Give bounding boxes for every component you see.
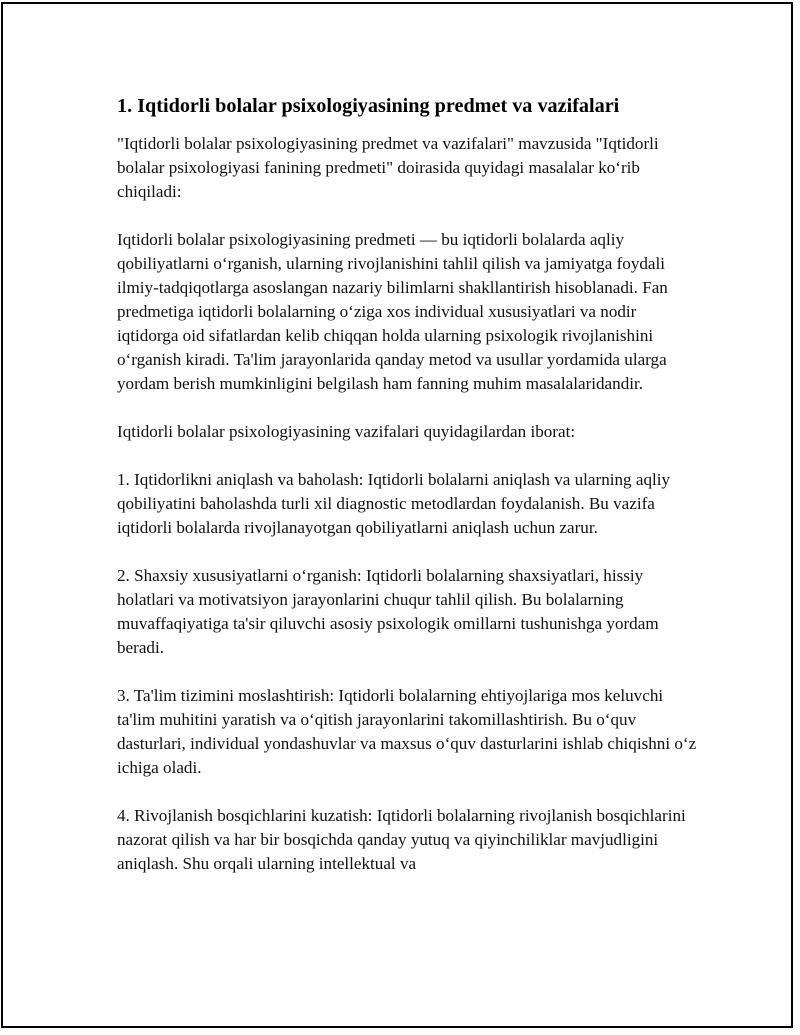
section-heading: 1. Iqtidorli bolalar psixologiyasining predmet va vazifalari: [117, 95, 620, 117]
document-body: [117, 92, 697, 900]
tasks-intro-paragraph: Iqtidorli bolalar psixologiyasining vazifalari quyidagilardan iborat:: [117, 422, 576, 441]
task-item-4: 4. Rivojlanish bosqichlarini kuzatish: Iqtidorli bolalarning rivojlanish bosqichlarini nazorat qilish va har bir bosqichda qanday yutuq va qiyinchiliklar mavjudligini aniqlash. Shu orqali ularning intellektual va: [117, 806, 686, 873]
task-item-1: 1. Iqtidorlikni aniqlash va baholash: Iqtidorli bolalarni aniqlash va ularning aqliy qobiliyatini baholashda turli xil diagnostic metodlardan foydalanish. Bu vazifa iqtidorli bolalarda rivojlanayotgan qobiliyatlarni aniqlash uchun zarur.: [117, 470, 671, 537]
subject-paragraph: Iqtidorli bolalar psixologiyasining predmeti — bu iqtidorli bolalarda aqliy qobiliyatlarni o‘rganish, ularning rivojlanishini tahlil qilish va jamiyatga foydali ilmiy-tadqiqotlarga asoslangan nazariy bilimlarni shakllantirish hisoblanadi. Fan predmetiga iqtidorli bolalarning o‘ziga xos individual xususiyatlari va nodir iqtidorga oid sifatlardan kelib chiqqan holda ularning psixologik rivojlanishini o‘rganish kiradi. Ta'lim jarayonlarida qanday metod va usullar yordamida ularga yordam berish mumkinligini belgilash ham fanning muhim masalalaridandir.: [117, 230, 668, 393]
task-item-2: 2. Shaxsiy xususiyatlarni o‘rganish: Iqtidorli bolalarning shaxsiyatlari, hissiy holatlari va motivatsiyon jarayonlarini chuqur tahlil qilish. Bu bolalarning muvaffaqiyatiga ta'sir qiluvchi asosiy psixologik omillarni tushunishga yordam beradi.: [117, 566, 659, 657]
task-item-3: 3. Ta'lim tizimini moslashtirish: Iqtidorli bolalarning ehtiyojlariga mos keluvchi ta'lim muhitini yaratish va o‘qitish jarayonlarini takomillashtirish. Bu o‘quv dasturlari, individual yondashuvlar va maxsus o‘quv dasturlarini ishlab chiqishni o‘z ichiga oladi.: [117, 686, 697, 777]
intro-paragraph: "Iqtidorli bolalar psixologiyasining predmet va vazifalari" mavzusida "Iqtidorli bolalar psixologiyasi fanining predmeti" doirasida quyidagi masalalar ko‘rib chiqiladi:: [117, 134, 659, 201]
